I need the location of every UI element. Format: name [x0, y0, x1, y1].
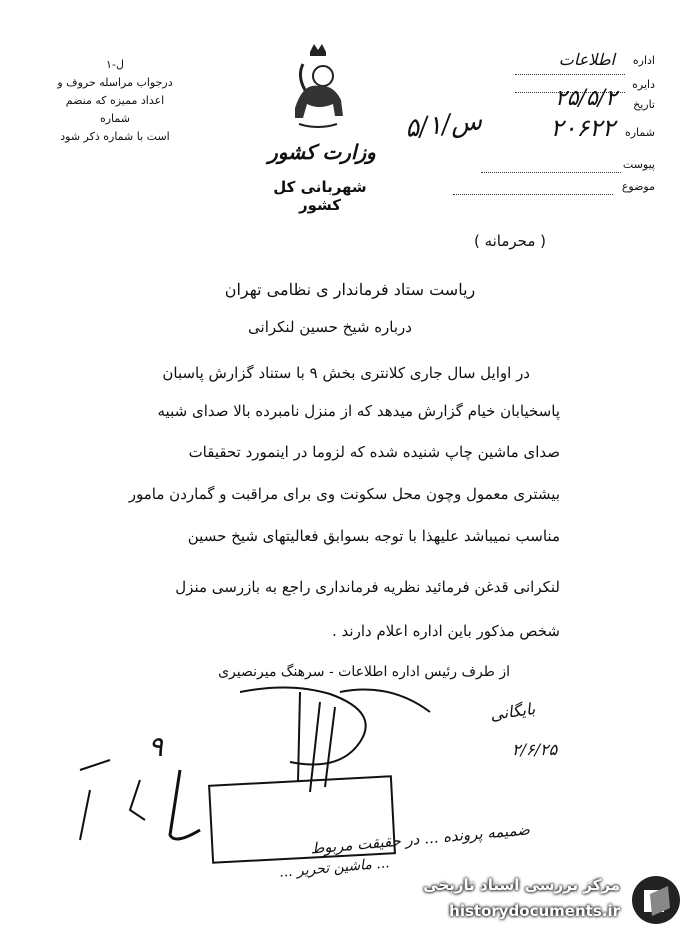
- handwritten-mark-left: [70, 750, 210, 850]
- signature-line: از طرف رئیس اداره اطلاعات - سرهنگ میرنصیری: [218, 664, 510, 680]
- handwritten-note-right: بایگانی: [488, 698, 537, 725]
- handwritten-note-bottom: ضمیمه پرونده ... در حقیقت مربوط: [309, 820, 531, 858]
- attachment-label: پیوست: [622, 158, 655, 171]
- date-value: ۲۵/۵/۲: [554, 86, 617, 111]
- office-label: اداره: [632, 54, 655, 67]
- body-line: بیشتری معمول وچون محل سکونت وی برای مراقبت و گماردن مامور: [128, 485, 560, 503]
- handwritten-date-right: ۲/۶/۲۵: [512, 740, 558, 759]
- number-value: ۲۰۶۲۲: [550, 114, 615, 142]
- office-field-line: [515, 74, 625, 75]
- office-value: اطلاعات: [558, 50, 615, 69]
- watermark-title: مرکز بررسی اسناد تاریخی: [423, 876, 620, 894]
- handwritten-note-bottom: ... ماشین تحریر ...: [278, 855, 391, 881]
- watermark: [412, 870, 690, 930]
- handwritten-number-left: ۹: [148, 730, 164, 763]
- body-line: مناسب نمیباشد علیهذا با توجه بسوابق فعالیتهای شیخ حسین: [187, 527, 560, 545]
- header-fields: [405, 52, 655, 202]
- subject-line: درباره شیخ حسین لنکرانی: [248, 318, 412, 336]
- body-line: در اوایل سال جاری کلانتری بخش ۹ با ستناد گزارش پاسبان: [162, 364, 530, 382]
- reply-instruction-note: [55, 56, 175, 146]
- ministry-name: وزارت کشور: [268, 140, 376, 164]
- form-code: ل-۱: [106, 58, 124, 71]
- watermark-url: historydocuments.ir: [449, 902, 620, 920]
- reply-instruction-line: اعداد ممیزه که منضم شماره: [65, 94, 165, 125]
- addressee: ریاست ستاد فرماندار ی نظامی تهران: [224, 280, 476, 299]
- body-line: شخص مذکور باین اداره اعلام دارند .: [332, 622, 560, 640]
- date-label: تاریخ: [633, 98, 655, 111]
- subject-field-line: [453, 194, 613, 195]
- lion-sun-emblem-icon: [283, 38, 353, 128]
- body-line: پاسخیابان خیام گزارش میدهد که از منزل نامبرده بالا صدای شبیه: [157, 402, 560, 420]
- reply-instruction-line: است با شماره ذکر شود: [60, 130, 170, 143]
- body-line: صدای ماشین چاپ شنیده شده که لزوما در اینمورد تحقیقات: [188, 443, 560, 461]
- number-label: شماره: [624, 126, 655, 139]
- classification-label: ( محرمانه ): [473, 232, 547, 250]
- division-label: دایره: [632, 78, 655, 91]
- body-line: لنکرانی قدغن فرمائید نظریه فرمانداری راجع به بازرسی منزل: [175, 578, 560, 596]
- attachment-field-line: [481, 172, 621, 173]
- reply-instruction-line: درجواب مراسله حروف و: [57, 76, 173, 89]
- subject-label: موضوع: [621, 180, 655, 193]
- handwritten-reference: ۵/۱/س: [403, 106, 484, 144]
- watermark-logo-icon: [630, 874, 682, 926]
- department-name: شهربانی کل کشور: [273, 178, 367, 214]
